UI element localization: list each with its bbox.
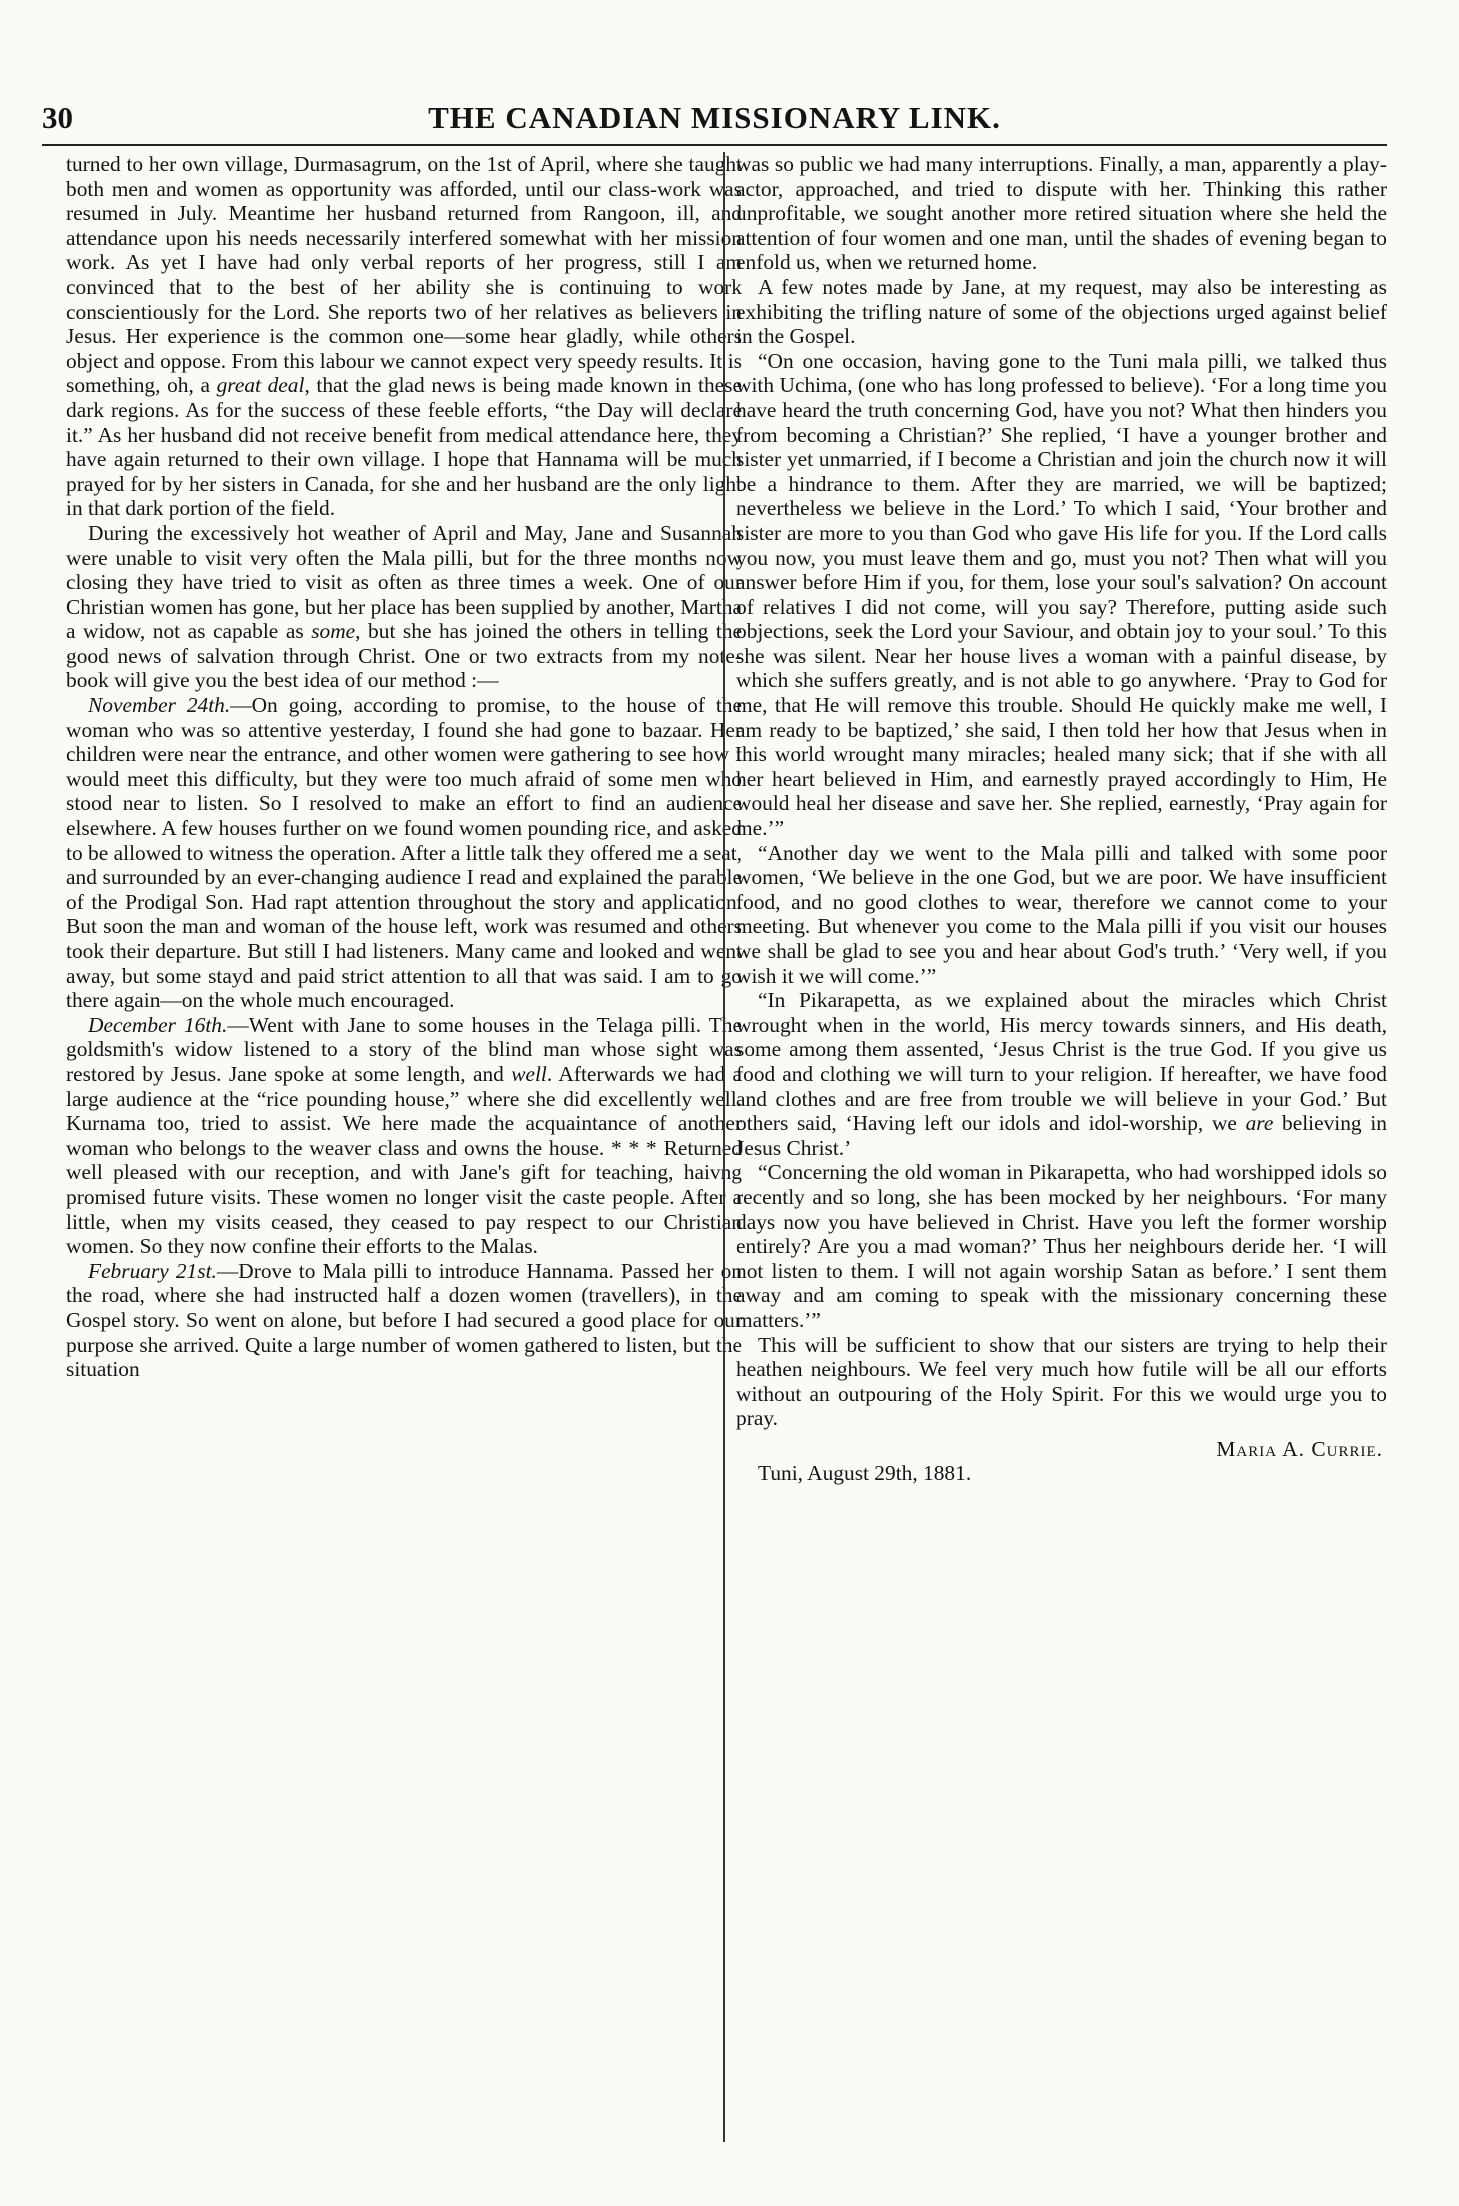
paragraph: “Another day we went to the Mala pilli and talked with some poor women, ‘We believe in the one God, but we are poor. We have insufficient food, and no good clothes to wear, therefore we cannot come to your meeting. But whenever you come to the Mala pilli if you visit our houses we shall be glad to see you and hear about God's truth.’ ‘Very well, if you wish it we will come.’” xyxy=(736,840,1387,988)
paragraph: A few notes made by Jane, at my request, may also be interesting as exhibiting the trifling nature of some of the objections urged against belief in the Gospel. xyxy=(736,274,1387,349)
paragraph: turned to her own village, Durmasagrum, on the 1st of April, where she taught both men and women as opportunity was afforded, until our class-work was resumed in July. Meantime her husband returned from Rangoon, ill, and attendance upon his needs necessarily interfered somewhat with her mission work. As yet I have had only verbal reports of her progress, still I am convinced that to the best of her ability she is continuing to work conscientiously for the Lord. She reports two of her relatives as believers in Jesus. Her experience is the common one—some hear gladly, while others object and oppose. From this labour we cannot expect very speedy results. It is something, oh, a great deal, that the glad news is being made known in these dark regions. As for the success of these feeble efforts, “the Day will declare it.” As her husband did not receive benefit from medical attendance here, they have again returned to their own village. I hope that Hannama will be much prayed for by her sisters in Canada, for she and her husband are the only light in that dark portion of the field. xyxy=(66,152,742,521)
left-column xyxy=(66,152,742,2172)
column-divider xyxy=(723,152,725,2142)
diary-entry: February 21st.—Drove to Mala pilli to introduce Hannama. Passed her on the road, where she had instructed half a dozen women (travellers), in the Gospel story. So went on alone, but before I had secured a good place for our purpose she arrived. Quite a large number of women gathered to listen, but the situation xyxy=(66,1258,742,1382)
paragraph: “Concerning the old woman in Pikarapetta, who had worshipped idols so recently and so long, she has been mocked by her neighbours. ‘For many days now you have believed in Christ. Have you left the former worship entirely? Are you a mad woman?’ Thus her neighbours deride her. ‘I will not listen to them. I will not again worship Satan as before.’ I sent them away and am coming to speak with the missionary concerning these matters.’” xyxy=(736,1160,1387,1332)
entry-date: February 21st. xyxy=(88,1258,217,1283)
paragraph: was so public we had many interruptions. Finally, a man, apparently a play-actor, approached, and tried to dispute with her. Thinking this rather unprofitable, we sought another more retired situation where she held the attention of four women and one man, until the shades of evening began to enfold us, when we returned home. xyxy=(736,152,1387,275)
diary-entry: November 24th.—On going, according to promise, to the house of the woman who was so attentive yesterday, I found she had gone to bazaar. Her children were near the entrance, and other women were gathering to see how I would meet this difficulty, but they were too much afraid of some men who stood near to listen. So I resolved to make an effort to find an audience elsewhere. A few houses further on we found women pounding rice, and asked to be allowed to witness the operation. After a little talk they offered me a seat, and surrounded by an ever-changing audience I read and explained the parable of the Prodigal Son. Had rapt attention throughout the story and application. But soon the man and woman of the house left, work was resumed and others took their departure. But still I had listeners. Many came and looked and went away, but some stayd and paid strict attention to all that was said. I am to go there again—on the whole much encouraged. xyxy=(66,693,742,1013)
paragraph: “In Pikarapetta, as we explained about the miracles which Christ wrought when in the world, His mercy towards sinners, and His death, some among them assented, ‘Jesus Christ is the true God. If you give us food and clothing we will turn to your religion. If hereafter, we have food and clothes and are free from trouble we will believe in your God.’ But others said, ‘Having left our idols and idol-worship, we are believing in Jesus Christ.’ xyxy=(736,988,1387,1160)
paragraph: This will be sufficient to show that our sisters are trying to help their heathen neighbours. We feel very much how futile will be all our efforts without an outpouring of the Holy Spirit. For this we would urge you to pray. xyxy=(736,1332,1387,1431)
place-date: Tuni, August 29th, 1881. xyxy=(758,1461,972,1486)
author-signature: Maria A. Currie. xyxy=(1216,1436,1383,1461)
entry-date: November 24th. xyxy=(88,693,231,718)
paragraph: During the excessively hot weather of April and May, Jane and Susannah were unable to visit very often the Mala pilli, but for the three months now closing they have tried to visit as often as three times a week. One of our Christian women has gone, but her place has been supplied by another, Martha a widow, not as capable as some, but she has joined the others in telling the good news of salvation through Christ. One or two extracts from my note-book will give you the best idea of our method :— xyxy=(66,520,742,693)
diary-entry: December 16th.—Went with Jane to some houses in the Telaga pilli. The goldsmith's widow listened to a story of the blind man whose sight was restored by Jesus. Jane spoke at some length, and well. Afterwards we had a large audience at the “rice pounding house,” where she did excellently well. Kurnama too, tried to assist. We here made the acquaintance of another woman who belongs to the weaver class and owns the house. * * * Returned well pleased with our reception, and with Jane's gift for teaching, haivng promised future visits. These women no longer visit the caste people. After a little, when my visits ceased, they ceased to pay respect to our Christian women. So they now confine their efforts to the Malas. xyxy=(66,1012,742,1259)
paragraph: “On one occasion, having gone to the Tuni mala pilli, we talked thus with Uchima, (one who has long professed to believe). ‘For a long time you have heard the truth concerning God, have you not? What then hinders you from becoming a Christian?’ She replied, ‘I have a younger brother and sister yet unmarried, if I become a Christian and join the church now it will be a hindrance to them. After they are married, we will be baptized; nevertheless we believe in the Lord.’ To which I said, ‘Your brother and sister are more to you than God who gave His life for you. If the Lord calls you now, you must leave them and go, must you not? Then what will you answer before Him if you, for them, lose your soul's salvation? On account of relatives I did not come, will you say? Therefore, putting aside such objections, seek the Lord your Saviour, and obtain joy to your soul.’ To this she was silent. Near her house lives a woman with a painful disease, by which she suffers greatly, and is not able to go anywhere. ‘Pray to God for me, that He will remove this trouble. Should He quickly make me well, I am ready to be baptized,’ she said, I then told her how that Jesus when in this world wrought many miracles; healed many sick; that if she with all her heart believed in Him, and earnestly prayed accordingly to Him, He would heal her disease and save her. She replied, earnestly, ‘Pray again for me.’” xyxy=(736,348,1387,841)
journal-title: THE CANADIAN MISSIONARY LINK. xyxy=(428,100,1001,135)
page-header xyxy=(42,100,1387,140)
header-rule xyxy=(42,144,1387,146)
entry-date: December 16th. xyxy=(88,1012,228,1037)
page-number: 30 xyxy=(42,100,73,135)
right-column xyxy=(736,152,1387,2172)
